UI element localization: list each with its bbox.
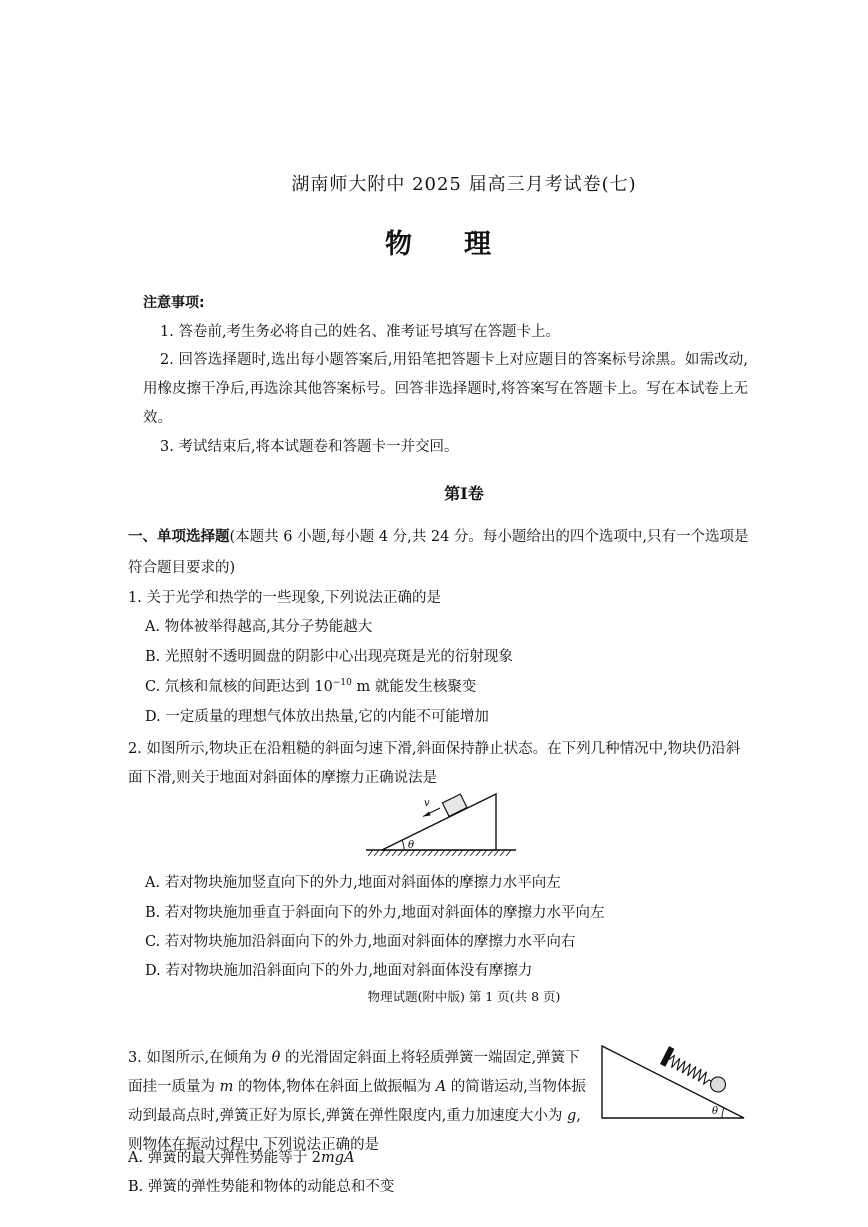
q3-text-5: ,则物体在振动过程中,下列说法正确的是 (128, 1108, 581, 1153)
question-1-stem: 1. 关于光学和热学的一些现象,下列说法正确的是 (128, 590, 442, 606)
question-1-option-c (145, 675, 476, 696)
question-2-option-b: B. 若对物块施加垂直于斜面向下的外力,地面对斜面体的摩擦力水平向左 (145, 905, 605, 921)
incline-angle-label: θ (711, 1103, 718, 1114)
page-footer: 物理试题(附中版) 第 1 页(共 8 页) (367, 989, 561, 1004)
question-1-option-d: D. 一定质量的理想气体放出热量,它的内能不可能增加 (145, 709, 489, 725)
question-3-option-b: B. 弹簧的弹性势能和物体的动能总和不变 (128, 1179, 395, 1195)
question-3-option-a (128, 1146, 355, 1167)
question-3-stem (128, 1044, 590, 1160)
question-2-option-d: D. 若对物块施加沿斜面向下的外力,地面对斜面体没有摩擦力 (145, 963, 533, 979)
section-title: 第Ⅰ卷 (444, 484, 484, 503)
part-heading (128, 522, 750, 584)
velocity-arrowhead (423, 812, 431, 817)
q3-option-a-text: A. 弹簧的最大弹性势能等于 2 (128, 1150, 322, 1166)
incline-block-figure (360, 786, 520, 858)
notice-item-1: 1. 答卷前,考生务必将自己的姓名、准考证号填写在答题卡上。 (160, 324, 561, 340)
q3-text-4: 的简谐运动,当物体振动到最高点时,弹簧正好为原长,弹簧在弹性限度内,重力加速度大小为 (128, 1079, 586, 1124)
notice-item-2: 2. 回答选择题时,选出每小题答案后,用铅笔把答题卡上对应题目的答案标号涂黑。如需改动,用橡皮擦干净后,再选涂其他答案标号。回答非选择题时,将答案写在答题卡上。写在本试卷上无效。 (143, 352, 748, 426)
notice-heading: 注意事项: (143, 295, 205, 311)
exam-title: 湖南师大附中 2025 届高三月考试卷(七) (291, 174, 637, 195)
incline-wedge (382, 794, 496, 850)
q3-mass: m (219, 1079, 234, 1095)
option-c-unit: m 就能发生核聚变 (351, 679, 477, 695)
q3-text-2: 的光滑固定斜面上将轻质弹簧一端固定,弹簧下面挂一质量为 (128, 1050, 580, 1095)
q3-text-1: 3. 如图所示,在倾角为 (128, 1050, 272, 1066)
q3-gravity: g (566, 1108, 577, 1124)
spring-incline-figure (598, 1044, 748, 1122)
question-1-option-b: B. 光照射不透明圆盘的阴影中心出现亮斑是光的衍射现象 (145, 649, 513, 665)
question-2-option-c: C. 若对物块施加沿斜面向下的外力,地面对斜面体的摩擦力水平向右 (145, 934, 576, 950)
notice-item-3: 3. 考试结束后,将本试题卷和答题卡一并交回。 (160, 439, 459, 455)
question-2-option-a: A. 若对物块施加竖直向下的外力,地面对斜面体的摩擦力水平向左 (145, 875, 561, 891)
part-description: (本题共 6 小题,每小题 4 分,共 24 分。每小题给出的四个选项中,只有一个选项是符合题目要求的) (128, 529, 749, 576)
option-c-exponent: −10 (332, 678, 352, 689)
q3-theta: θ (271, 1050, 281, 1066)
angle-label: θ (408, 840, 415, 851)
question-2-stem: 2. 如图所示,物块正在沿粗糙的斜面匀速下滑,斜面保持静止状态。在下列几种情况中,物块仍沿斜面下滑,则关于地面对斜面体的摩擦力正确说法是 (128, 741, 741, 786)
velocity-label: v (424, 798, 430, 809)
q3-option-a-expr: mgA (321, 1150, 355, 1166)
oscillating-ball (708, 1074, 728, 1094)
question-1-option-a: A. 物体被举得越高,其分子势能越大 (145, 619, 373, 635)
part-label: 一、单项选择题 (128, 529, 230, 545)
option-c-text: C. 氘核和氚核的间距达到 10 (145, 679, 333, 695)
subject-title: 物理 (385, 229, 543, 260)
q3-text-3: 的物体,物体在斜面上做振幅为 (233, 1079, 436, 1095)
ground-hatch (368, 850, 511, 856)
q3-amplitude: A (435, 1079, 447, 1095)
